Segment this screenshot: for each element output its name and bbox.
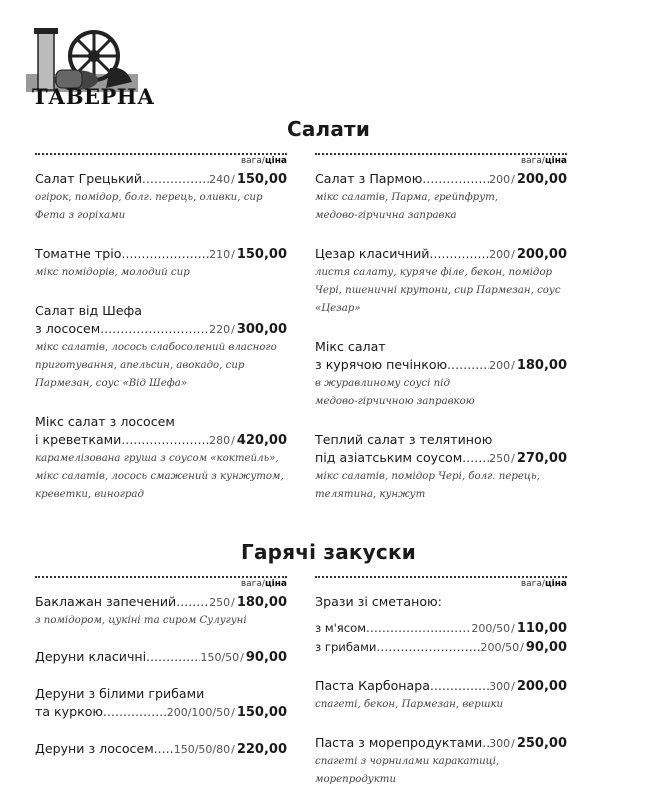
- item-description: Пармезан, соус «Від Шефа»: [35, 378, 188, 389]
- item-description: мікс салатів, помідор Чері, болг. перець,: [315, 471, 540, 482]
- weight-price-header: [35, 579, 287, 589]
- dotted-rule: [315, 153, 567, 155]
- item-name-line: [35, 245, 287, 264]
- leader-dots: [103, 703, 167, 721]
- item-weight: 200/50: [480, 641, 520, 654]
- item-weight: 210: [209, 248, 231, 261]
- item-name-line: [315, 638, 567, 657]
- item-price: 150,00: [236, 247, 287, 262]
- item-weight: 250: [209, 596, 231, 609]
- weight-header-label: вага: [520, 579, 542, 589]
- leader-dots: [146, 648, 200, 666]
- item-name: Томатне тріо: [35, 246, 122, 261]
- item-price: 200,00: [516, 679, 567, 694]
- menu-item: [315, 338, 567, 411]
- weight-price-separator: /: [511, 359, 515, 372]
- item-name: з м'ясом: [315, 621, 366, 635]
- section-title-salads: Салати: [286, 117, 371, 141]
- leader-dots: [430, 677, 489, 695]
- item-name-line: [35, 703, 287, 722]
- item-price: 250,00: [516, 736, 567, 751]
- weight-price-separator: /: [240, 651, 244, 664]
- item-price: 200,00: [516, 247, 567, 262]
- item-name: Деруни з лососем: [35, 741, 154, 756]
- weight-price-separator: /: [520, 641, 524, 654]
- item-name-first-line: Деруни з білими грибами: [35, 686, 205, 701]
- item-description: Фета з горіхами: [35, 210, 126, 221]
- item-description: мікс салатів, лосось смажений з кунжутом,: [35, 471, 284, 482]
- item-name: і креветками: [35, 432, 122, 447]
- item-description: Чері, пшеничні крутони, сир Пармезан, соус: [315, 285, 561, 296]
- item-price: 110,00: [516, 621, 567, 636]
- weight-price-header: [315, 156, 567, 166]
- item-name-line: [35, 320, 287, 339]
- item-price: 90,00: [525, 640, 567, 655]
- weight-price-separator: /: [261, 579, 265, 589]
- item-description: медово-гірчична заправка: [315, 210, 457, 221]
- weight-price-separator: /: [231, 323, 235, 336]
- item-description: «Цезар»: [315, 303, 361, 314]
- item-name-line: [315, 356, 567, 375]
- weight-price-separator: /: [541, 156, 545, 166]
- item-name: Баклажан запечений: [35, 594, 177, 609]
- weight-price-separator: /: [511, 452, 515, 465]
- weight-price-separator: /: [511, 173, 515, 186]
- leader-dots: [376, 638, 480, 656]
- item-name-line: [35, 648, 287, 667]
- item-price: 180,00: [236, 595, 287, 610]
- menu-item: [35, 245, 287, 282]
- item-description: телятина, кунжут: [315, 489, 426, 500]
- leader-dots: [482, 734, 489, 752]
- item-weight: 150/50: [200, 651, 240, 664]
- item-name-line: [315, 677, 567, 696]
- menu-item: [315, 245, 567, 318]
- menu-item: [35, 302, 287, 393]
- leader-dots: [100, 320, 209, 338]
- weight-price-separator: /: [511, 248, 515, 261]
- item-name-line: [315, 245, 567, 264]
- item-name-line: [315, 449, 567, 468]
- menu-item: [315, 677, 567, 714]
- dotted-rule: [35, 153, 287, 155]
- item-description: в журавлиному соусі під: [315, 378, 450, 389]
- item-price: 200,00: [516, 172, 567, 187]
- weight-price-separator: /: [511, 680, 515, 693]
- weight-price-separator: /: [231, 596, 235, 609]
- logo-text: ТАВЕРНА: [32, 84, 155, 109]
- price-header-label: ціна: [544, 156, 567, 166]
- item-description: огірок, помідор, болг. перець, оливки, сир: [35, 192, 263, 203]
- weight-header-label: вага: [240, 579, 262, 589]
- weight-price-separator: /: [261, 156, 265, 166]
- item-name: Салат Грецький: [35, 171, 143, 186]
- menu-item: [35, 740, 287, 759]
- weight-price-separator: /: [231, 248, 235, 261]
- item-weight: 200/100/50: [166, 706, 231, 719]
- price-header-label: ціна: [544, 579, 567, 589]
- item-weight: 280: [209, 434, 231, 447]
- leader-dots: [142, 170, 209, 188]
- menu-item: [35, 685, 287, 722]
- item-name-line: [35, 740, 287, 759]
- weight-price-separator: /: [511, 737, 515, 750]
- section-title-hot-appetizers: Гарячі закуски: [241, 540, 416, 564]
- item-price: 180,00: [516, 358, 567, 373]
- item-name-line: [35, 170, 287, 189]
- leader-dots: [429, 245, 489, 263]
- dotted-rule: [35, 576, 287, 578]
- item-weight: 220: [209, 323, 231, 336]
- item-weight: 300: [489, 737, 511, 750]
- weight-price-header: [315, 579, 567, 589]
- item-name: під азіатським соусом: [315, 450, 463, 465]
- weight-header-label: вага: [240, 156, 262, 166]
- item-name-first-line: Мікс салат: [315, 339, 386, 354]
- item-name-line: [315, 734, 567, 753]
- item-description: спагеті, бекон, Пармезан, вершки: [315, 699, 504, 710]
- weight-price-separator: /: [231, 173, 235, 186]
- leader-dots: [121, 431, 209, 449]
- item-weight: 200: [489, 359, 511, 372]
- item-price: 150,00: [236, 705, 287, 720]
- zrazy-title: Зрази зі сметаною:: [315, 594, 442, 609]
- item-name-line: [315, 619, 567, 638]
- weight-price-separator: /: [511, 622, 515, 635]
- item-price: 150,00: [236, 172, 287, 187]
- item-weight: 200/50: [471, 622, 511, 635]
- weight-price-header: [35, 156, 287, 166]
- item-weight: 200: [489, 248, 511, 261]
- item-name: Паста з морепродуктами: [315, 735, 483, 750]
- item-name: з курячою печінкою: [315, 357, 448, 372]
- menu-item: [35, 593, 287, 630]
- weight-price-separator: /: [231, 434, 235, 447]
- item-description: мікс салатів, Парма, грейпфрут,: [315, 192, 498, 203]
- item-description: морепродукти: [315, 774, 397, 785]
- item-description: карамелізована груша з соусом «коктейль»,: [35, 453, 279, 464]
- item-name-first-line: Мікс салат з лососем: [35, 414, 175, 429]
- leader-dots: [462, 449, 489, 467]
- item-description: приготування, апельсин, авокадо, сир: [35, 360, 245, 371]
- item-name: з лососем: [35, 321, 101, 336]
- item-name: Деруни класичні: [35, 649, 147, 664]
- item-description: мікс помідорів, молодий сир: [35, 267, 190, 278]
- weight-price-separator: /: [231, 743, 235, 756]
- item-price: 270,00: [516, 451, 567, 466]
- item-name: з грибами: [315, 640, 377, 654]
- price-header-label: ціна: [264, 156, 287, 166]
- item-description: медово-гірчичною заправкою: [315, 396, 475, 407]
- item-description: мікс салатів, лосось слабосолений власного: [35, 342, 277, 353]
- leader-dots: [422, 170, 489, 188]
- hot-right-column: [315, 576, 567, 789]
- item-name: Паста Карбонара: [315, 678, 430, 693]
- item-price: 220,00: [236, 742, 287, 757]
- leader-dots: [154, 740, 174, 758]
- item-description: з помідором, цукіні та сиром Сулугуні: [35, 615, 247, 626]
- item-name: Цезар класичний: [315, 246, 430, 261]
- salads-left-column: [35, 153, 287, 504]
- leader-dots: [176, 593, 209, 611]
- item-weight: 300: [489, 680, 511, 693]
- item-weight: 250: [489, 452, 511, 465]
- item-name-line: [315, 170, 567, 189]
- dotted-rule: [315, 576, 567, 578]
- menu-item: [35, 170, 287, 225]
- item-weight: 150/50/80: [173, 743, 231, 756]
- leader-dots: [121, 245, 209, 263]
- item-name-line: [35, 593, 287, 612]
- item-description: спагеті з чорнилами каракатиці,: [315, 756, 500, 767]
- item-price: 420,00: [236, 433, 287, 448]
- menu-item: [315, 431, 567, 504]
- weight-header-label: вага: [520, 156, 542, 166]
- salads-right-column: [315, 153, 567, 504]
- price-header-label: ціна: [264, 579, 287, 589]
- menu-item: [315, 170, 567, 225]
- spacer: [315, 611, 567, 619]
- item-name: Салат з Пармою: [315, 171, 423, 186]
- menu-item: [35, 648, 287, 667]
- item-price: 90,00: [245, 650, 287, 665]
- item-weight: 240: [209, 173, 231, 186]
- menu-item: [315, 734, 567, 789]
- zrazy-group: [315, 593, 567, 657]
- item-description: креветки, виноград: [35, 489, 144, 500]
- hot-left-column: [35, 576, 287, 759]
- item-price: 300,00: [236, 322, 287, 337]
- item-name-first-line: Салат від Шефа: [35, 303, 142, 318]
- item-name-line: [35, 431, 287, 450]
- item-name-first-line: Теплий салат з телятиною: [315, 432, 493, 447]
- leader-dots: [366, 619, 471, 637]
- leader-dots: [447, 356, 489, 374]
- weight-price-separator: /: [231, 706, 235, 719]
- item-description: листя салату, куряче філе, бекон, помідор: [315, 267, 553, 278]
- item-name: та куркою: [35, 704, 104, 719]
- menu-item: [35, 413, 287, 504]
- item-weight: 200: [489, 173, 511, 186]
- weight-price-separator: /: [541, 579, 545, 589]
